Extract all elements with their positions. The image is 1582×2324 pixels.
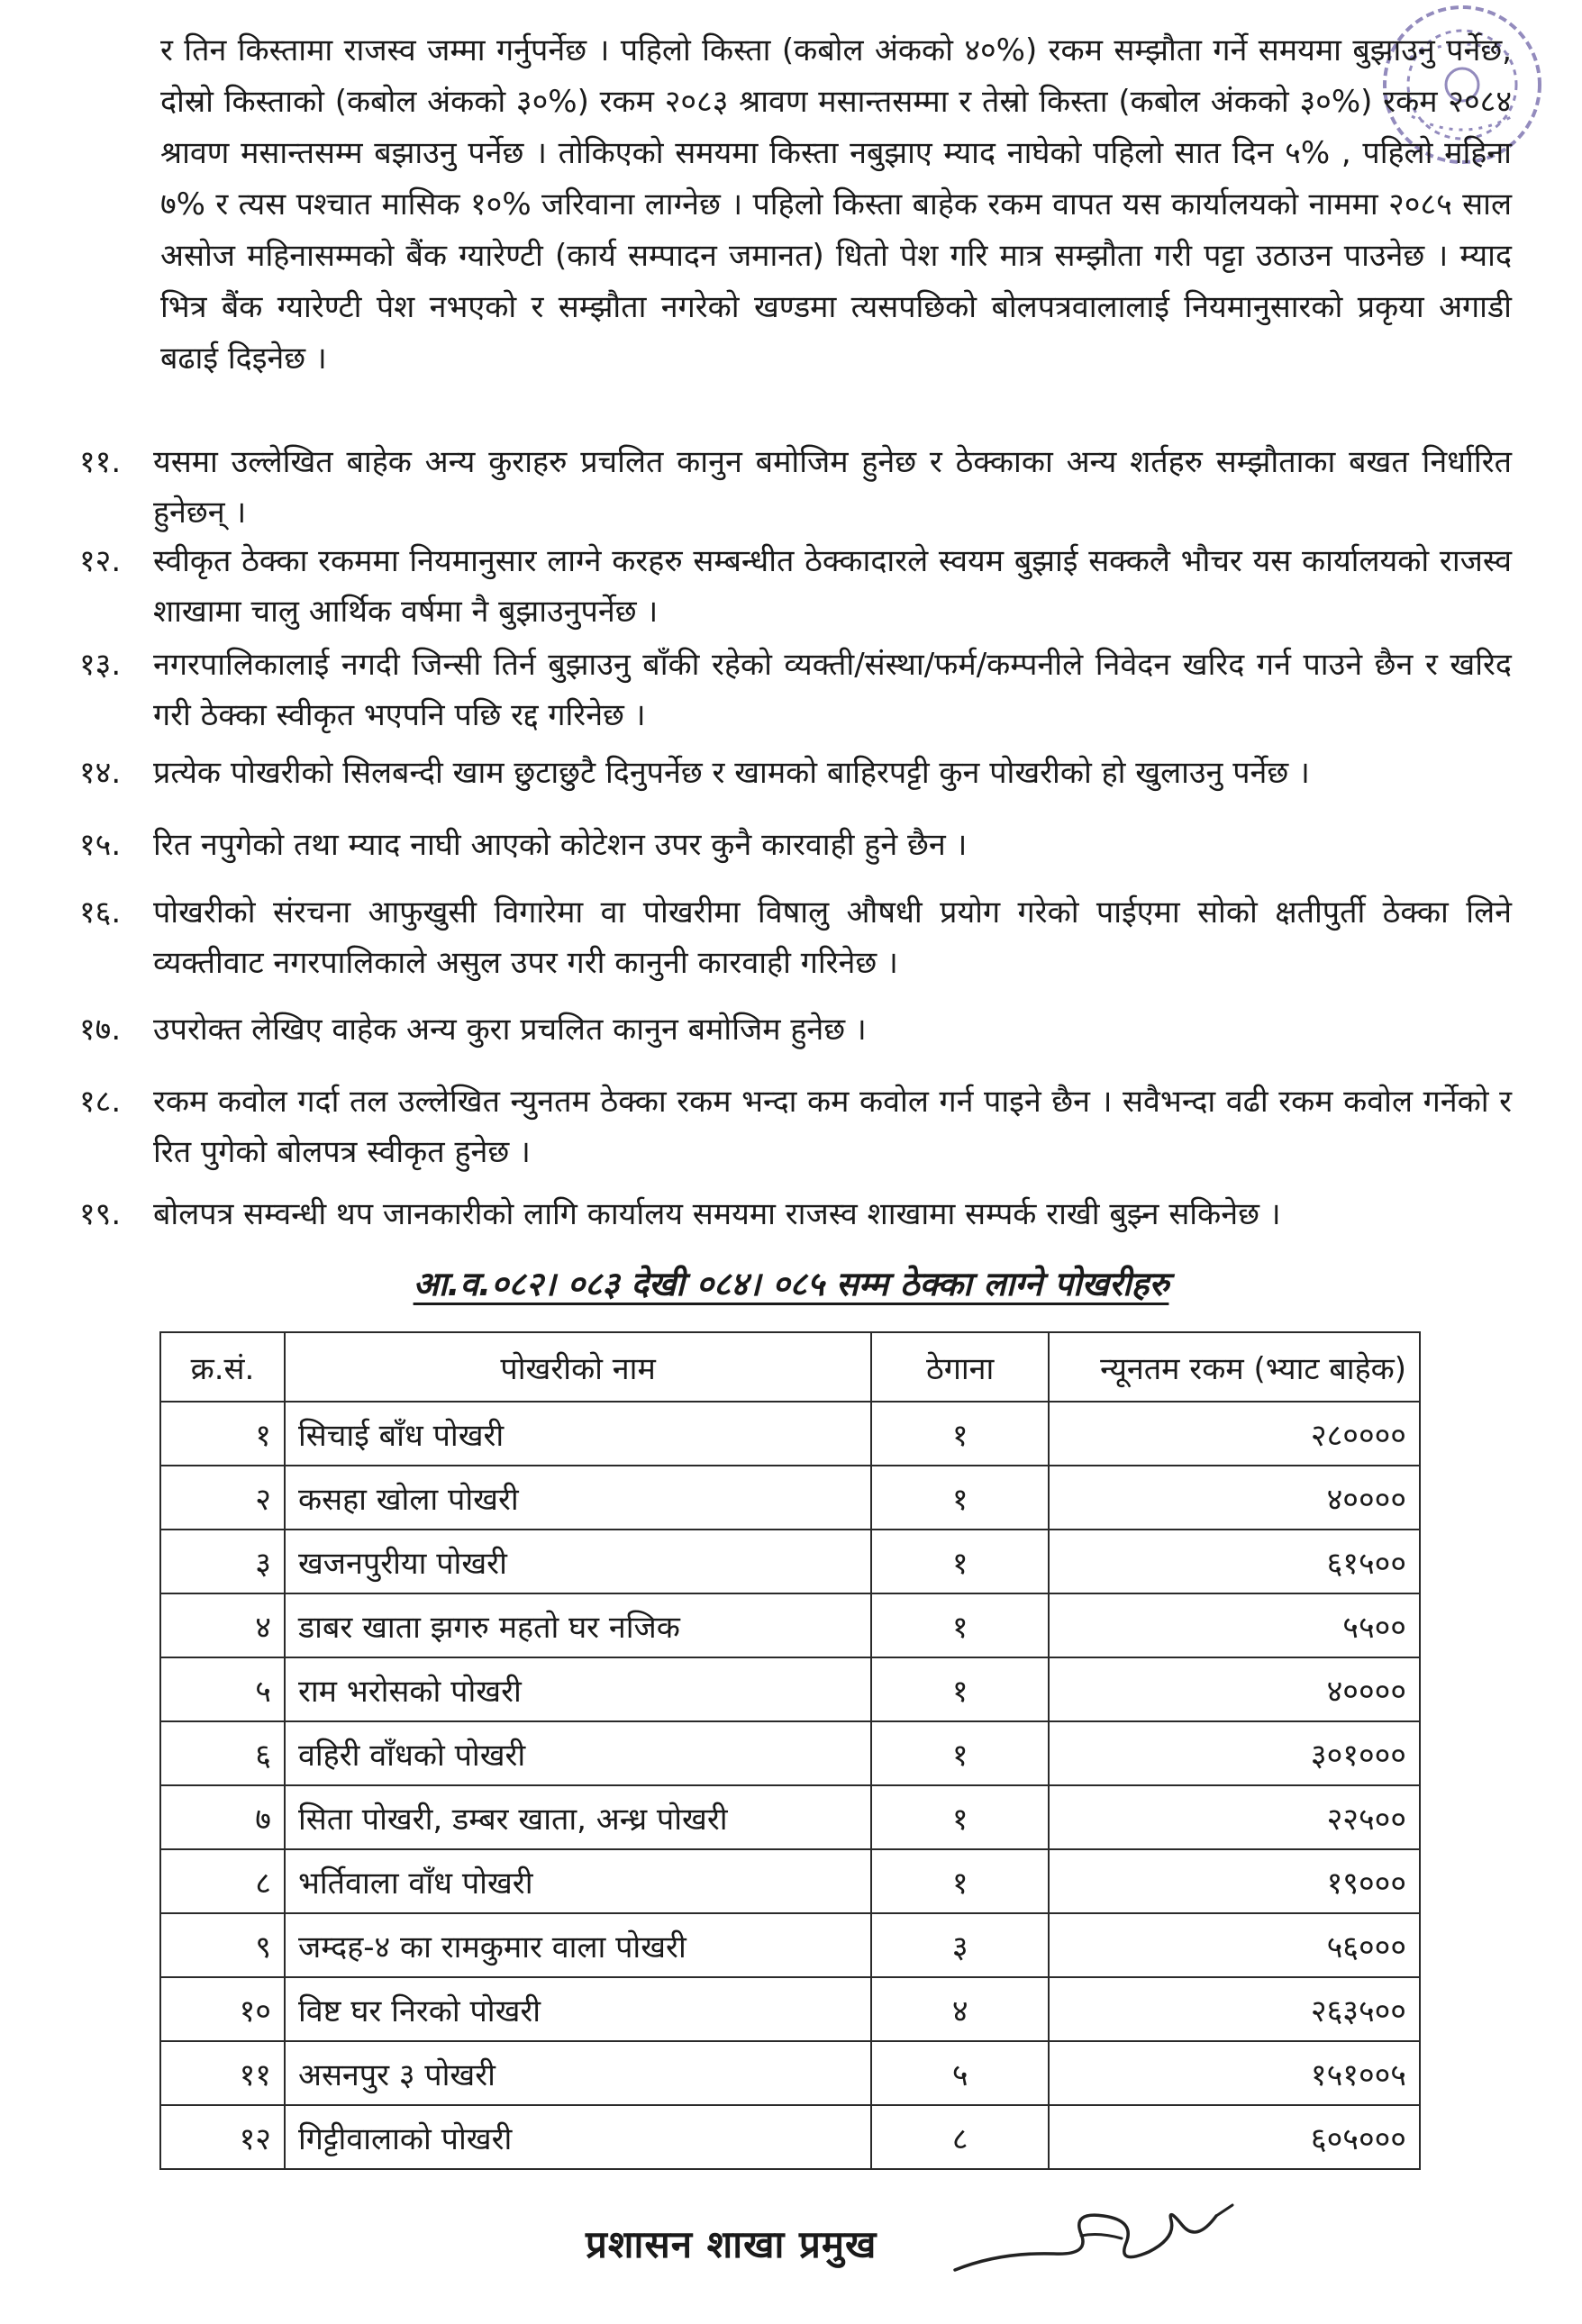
- clause-19: [79, 1189, 1512, 1239]
- cell-serial: ४: [160, 1593, 285, 1657]
- ponds-table: [159, 1331, 1421, 2170]
- cell-address: ४: [871, 1977, 1049, 2041]
- cell-address: १: [871, 1593, 1049, 1657]
- table-row: [160, 2041, 1420, 2105]
- cell-serial: ६: [160, 1721, 285, 1785]
- clause-number: १६.: [79, 894, 122, 931]
- cell-address: १: [871, 1785, 1049, 1849]
- cell-minimum-amount: १९०००: [1049, 1849, 1420, 1913]
- table-row: [160, 1530, 1420, 1593]
- header-address: ठेगाना: [871, 1332, 1049, 1402]
- clause-text: यसमा उल्लेखित बाहेक अन्य कुराहरु प्रचलित कानुन बमोजिम हुनेछ र ठेक्काका अन्य शर्तहरु सम्झौताका बखत निर्धारित हुनेछन् ।: [153, 444, 1512, 531]
- intro-paragraph: र तिन किस्तामा राजस्व जम्मा गर्नुपर्नेछ । पहिलो किस्ता (कबोल अंकको ४०%) रकम सम्झौता गर्ने समयमा बुझाउनु पर्नेछ, दोस्रो किस्ताको (कबोल अंकको ३०%) रकम २०८३ श्रावण मसान्तसम्मा र तेस्रो किस्ता (कबोल अंकको ३०%) रकम २०८४ श्रावण मसान्तसम्म बझाउनु पर्नेछ । तोकिएको समयमा किस्ता नबुझाए म्याद नाघेको पहिलो सात दिन ५% , पहिलो महिना ७% र त्यस पश्चात मासिक १०% जरिवाना लाग्नेछ । पहिलो किस्ता बाहेक रकम वापत यस कार्यालयको नाममा २०८५ साल असोज महिनासम्मको बैंक ग्यारेण्टी (कार्य सम्पादन जमानत) धितो पेश गरि मात्र सम्झौता गरी पट्टा उठाउन पाउनेछ । म्याद भित्र बैंक ग्यारेण्टी पेश नभएको र सम्झौता नगरेको खण्डमा त्यसपछिको बोलपत्रवालालाई नियमानुसारको प्रकृया अगाडी बढाई दिइनेछ ।: [160, 32, 1512, 377]
- cell-pond-name: भर्तिवाला वाँध पोखरी: [285, 1849, 871, 1913]
- cell-minimum-amount: २८००००: [1049, 1402, 1420, 1466]
- cell-pond-name: कसहा खोला पोखरी: [285, 1466, 871, 1530]
- cell-minimum-amount: २२५००: [1049, 1785, 1420, 1849]
- header-pond-name: पोखरीको नाम: [285, 1332, 871, 1402]
- cell-serial: २: [160, 1466, 285, 1530]
- cell-minimum-amount: ३०१०००: [1049, 1721, 1420, 1785]
- cell-pond-name: सिता पोखरी, डम्बर खाता, अन्ध्र पोखरी: [285, 1785, 871, 1849]
- clause-number: १९.: [79, 1196, 122, 1232]
- clause-12: [79, 536, 1512, 637]
- table-row: [160, 1466, 1420, 1530]
- table-row: [160, 1593, 1420, 1657]
- cell-serial: ११: [160, 2041, 285, 2105]
- cell-address: ३: [871, 1913, 1049, 1977]
- cell-pond-name: डाबर खाता झगरु महतो घर नजिक: [285, 1593, 871, 1657]
- cell-address: १: [871, 1530, 1049, 1593]
- cell-pond-name: वहिरी वाँधको पोखरी: [285, 1721, 871, 1785]
- clause-13: [79, 640, 1512, 740]
- cell-address: १: [871, 1466, 1049, 1530]
- cell-serial: १०: [160, 1977, 285, 2041]
- table-row: [160, 2105, 1420, 2169]
- cell-address: १: [871, 1402, 1049, 1466]
- table-title: आ.व.०८२। ०८३ देखी ०८४। ०८५ सम्म ठेक्का लाग्ने पोखरीहरु: [413, 1265, 1169, 1303]
- cell-serial: ८: [160, 1849, 285, 1913]
- cell-serial: ३: [160, 1530, 285, 1593]
- clause-text: उपरोक्त लेखिए वाहेक अन्य कुरा प्रचलित कानुन बमोजिम हुनेछ ।: [153, 1012, 867, 1048]
- table-row: [160, 1402, 1420, 1466]
- cell-minimum-amount: १५१००५: [1049, 2041, 1420, 2105]
- cell-minimum-amount: ५६०००: [1049, 1913, 1420, 1977]
- clause-14: [79, 748, 1512, 798]
- cell-pond-name: सिचाई बाँध पोखरी: [285, 1402, 871, 1466]
- clause-11: [79, 437, 1512, 538]
- cell-pond-name: गिट्टीवालाको पोखरी: [285, 2105, 871, 2169]
- clause-15: [79, 820, 1512, 870]
- table-row: [160, 1977, 1420, 2041]
- clause-number: ११.: [79, 444, 122, 480]
- cell-minimum-amount: ५५००: [1049, 1593, 1420, 1657]
- clause-text: रित नपुगेको तथा म्याद नाघी आएको कोटेशन उपर कुनै कारवाही हुने छैन ।: [153, 827, 968, 863]
- cell-minimum-amount: २६३५००: [1049, 1977, 1420, 2041]
- clause-number: १३.: [79, 647, 122, 683]
- clause-17: [79, 1004, 1512, 1055]
- cell-minimum-amount: ४००००: [1049, 1657, 1420, 1721]
- table-row: [160, 1849, 1420, 1913]
- handwritten-signature: [946, 2189, 1243, 2288]
- cell-address: १: [871, 1849, 1049, 1913]
- cell-pond-name: विष्ट घर निरको पोखरी: [285, 1977, 871, 2041]
- cell-address: ८: [871, 2105, 1049, 2169]
- clause-text: प्रत्येक पोखरीको सिलबन्दी खाम छुटाछुटै दिनुपर्नेछ र खामको बाहिरपट्टी कुन पोखरीको हो खुलाउनु पर्नेछ ।: [153, 755, 1310, 791]
- cell-minimum-amount: ६१५००: [1049, 1530, 1420, 1593]
- clause-text: बोलपत्र सम्वन्धी थप जानकारीको लागि कार्यालय समयमा राजस्व शाखामा सम्पर्क राखी बुझ्न सकिनेछ ।: [153, 1196, 1281, 1232]
- clause-18: [79, 1076, 1512, 1177]
- table-row: [160, 1785, 1420, 1849]
- cell-minimum-amount: ६०५०००: [1049, 2105, 1420, 2169]
- cell-minimum-amount: ४००००: [1049, 1466, 1420, 1530]
- table-row: [160, 1721, 1420, 1785]
- cell-pond-name: राम भरोसको पोखरी: [285, 1657, 871, 1721]
- clause-16: [79, 887, 1512, 988]
- cell-serial: ५: [160, 1657, 285, 1721]
- cell-address: ५: [871, 2041, 1049, 2105]
- clause-number: १२.: [79, 543, 122, 579]
- table-row: [160, 1913, 1420, 1977]
- cell-address: १: [871, 1657, 1049, 1721]
- table-header-row: [160, 1332, 1420, 1402]
- clause-number: १८.: [79, 1084, 122, 1120]
- clause-number: १४.: [79, 755, 122, 791]
- clause-text: पोखरीको संरचना आफुखुसी विगारेमा वा पोखरीमा विषालु औषधी प्रयोग गरेको पाईएमा सोको क्षतीपुर्ती ठेक्का लिने व्यक्तीवाट नगरपालिकाले असुल उपर गरी कानुनी कारवाही गरिनेछ ।: [153, 894, 1512, 981]
- cell-serial: १२: [160, 2105, 285, 2169]
- cell-serial: ७: [160, 1785, 285, 1849]
- cell-pond-name: जम्दह-४ का रामकुमार वाला पोखरी: [285, 1913, 871, 1977]
- cell-serial: १: [160, 1402, 285, 1466]
- cell-pond-name: खजनपुरीया पोखरी: [285, 1530, 871, 1593]
- table-row: [160, 1657, 1420, 1721]
- header-minimum-amount: न्यूनतम रकम (भ्याट बाहेक): [1049, 1332, 1420, 1402]
- designation-label: प्रशासन शाखा प्रमुख: [586, 2222, 877, 2266]
- clause-text: स्वीकृत ठेक्का रकममा नियमानुसार लाग्ने करहरु सम्बन्धीत ठेक्कादारले स्वयम बुझाई सक्कलै भौचर यस कार्यालयको राजस्व शाखामा चालु आर्थिक वर्षमा नै बुझाउनुपर्नेछ ।: [153, 543, 1512, 630]
- clause-number: १५.: [79, 827, 122, 863]
- clause-text: रकम कवोल गर्दा तल उल्लेखित न्युनतम ठेक्का रकम भन्दा कम कवोल गर्न पाइने छैन । सवैभन्दा वढी रकम कवोल गर्नेको र रित पुगेको बोलपत्र स्वीकृत हुनेछ ।: [153, 1084, 1512, 1170]
- clause-number: १७.: [79, 1012, 122, 1048]
- cell-pond-name: असनपुर ३ पोखरी: [285, 2041, 871, 2105]
- cell-serial: ९: [160, 1913, 285, 1977]
- header-serial: क्र.सं.: [160, 1332, 285, 1402]
- clause-text: नगरपालिकालाई नगदी जिन्सी तिर्न बुझाउनु बाँकी रहेको व्यक्ती/संस्था/फर्म/कम्पनीले निवेदन खरिद गर्न पाउने छैन र खरिद गरी ठेक्का स्वीकृत भएपनि पछि रद्द गरिनेछ ।: [153, 647, 1512, 733]
- cell-address: १: [871, 1721, 1049, 1785]
